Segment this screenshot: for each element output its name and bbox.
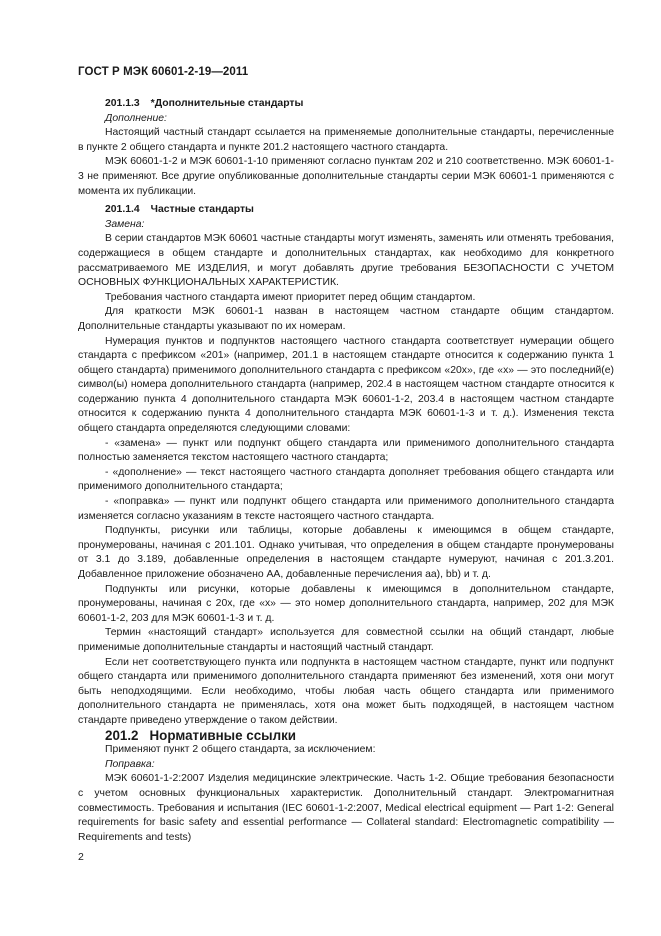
paragraph: Применяют пункт 2 общего стандарта, за исключением: bbox=[105, 744, 376, 756]
section-title: Нормативные ссылки bbox=[149, 727, 297, 743]
section-heading-201-1-4 bbox=[78, 203, 614, 218]
paragraph: Настоящий частный стандарт ссылается на применяемые дополнительные стандарты, перечисленные в пункте 2 общего стандарта и пункте 201.2 настоящего частного стандарта. bbox=[78, 127, 614, 153]
paragraph: Подпункты или рисунки, которые добавлены к имеющимся в дополнительном стандарте, пронумерованы, начиная с 20x, где «x» — это номер дополнительного стандарта, например, 202 для МЭК 60601-1-2, 203 для МЭК 60601-1-3 и т. д. bbox=[78, 583, 614, 624]
paragraph: Требования частного стандарта имеют приоритет перед общим стандартом. bbox=[105, 291, 476, 303]
paragraph: В серии стандартов МЭК 60601 частные стандарты могут изменять, заменять или отменять требования, содержащиеся в общем стандарте и дополнительных стандартах, как необходимо для конкретного рассматриваемого МЕ ИЗДЕЛИЯ, и могут добавлять другие требования БЕЗОПАСНОСТИ С УЧЕТОМ ОСНОВНЫХ ФУНКЦИОНАЛЬНЫХ ХАРАКТЕРИСТИК. bbox=[78, 233, 614, 289]
list-item: - «поправка» — пункт или подпункт общего стандарта или применимого дополнительного стандарта изменяется согласно указаниям в тексте настоящего частного стандарта. bbox=[78, 496, 614, 522]
paragraph: Подпункты, рисунки или таблицы, которые добавлены к имеющимся в общем стандарте, пронумерованы, начиная с 201.101. Однако учитывая, что определения в общем стандарте пронумерованы от 3.1 до 3.189, добавленные определения в настоящем стандарте нумеруют, начиная с 201.3.201. Добавленное приложение обозначено АА, добавленные перечисления аа), bb) и т. д. bbox=[78, 525, 614, 580]
section-title: *Дополнительные стандарты bbox=[150, 98, 304, 109]
paragraph: Если нет соответствующего пункта или подпункта в настоящем частном стандарте, пункт или подпункт общего стандарта или применимого дополнительного стандарта применяют без изменений, хотя они могут быть неподходящими. Если необходимо, чтобы любая часть общего стандарта или применимого дополнительного стандарта не применялась, хотя она может быть подходящей, в настоящем частном стандарте приведено утверждение о таком действии. bbox=[78, 656, 614, 726]
amendment-label: Дополнение: bbox=[105, 112, 167, 124]
document-body bbox=[78, 97, 614, 845]
section-heading-201-1-3 bbox=[78, 97, 614, 112]
reference-entry: МЭК 60601-1-2:2007 Изделия медицинские электрические. Часть 1-2. Общие требования безопасности с учетом основных функциональных характеристик. Дополнительный стандарт. Электромагнитная совместимость. Требования и испытания (IEC 60601-1-2:2007, Medical electrical equipment — Part 1-2: General requirements for basic safety and essential performance — Collateral standard: Electromagnetic compatibility — Requirements and tests) bbox=[78, 773, 614, 843]
amendment-label: Поправка: bbox=[105, 758, 155, 770]
section-heading-201-2 bbox=[78, 729, 614, 744]
section-number: 201.2 bbox=[105, 727, 139, 743]
paragraph: Нумерация пунктов и подпунктов настоящего частного стандарта соответствует нумерации общего стандарта с префиксом «201» (например, 201.1 в настоящем стандарте относится к содержанию пункта 1 общего стандарта) применимого дополнительного стандарта с префиксом «20x», где «x» — это последний(е) символ(ы) номера дополнительного стандарта (например, 202.4 в настоящем частном стандарте относится к содержанию пункта 4 дополнительного стандарта МЭК 60601-1-2, 203.4 в настоящем частном стандарте относится к содержанию пункта 4 дополнительного стандарта МЭК 60601-1-3 и т. д.). Изменения текста общего стандарта определяются следующими словами: bbox=[78, 335, 614, 435]
list-item: - «замена» — пункт или подпункт общего стандарта или применимого дополнительного стандарта полностью заменяется текстом настоящего частного стандарта; bbox=[78, 437, 614, 464]
paragraph: Термин «настоящий стандарт» используется для совместной ссылки на общий стандарт, любые применимые дополнительные стандарты и настоящий частный стандарт. bbox=[78, 627, 614, 653]
list-item: - «дополнение» — текст настоящего частного стандарта дополняет требования общего стандарта или применимого дополнительного стандарта; bbox=[78, 466, 614, 493]
amendment-label: Замена: bbox=[105, 218, 145, 230]
page-number: 2 bbox=[78, 851, 84, 863]
document-header: ГОСТ Р МЭК 60601-2-19—2011 bbox=[78, 66, 249, 78]
section-number: 201.1.4 bbox=[105, 204, 140, 216]
section-number: 201.1.3 bbox=[105, 98, 140, 109]
section-title: Частные стандарты bbox=[150, 204, 254, 216]
paragraph: МЭК 60601-1-2 и МЭК 60601-1-10 применяют согласно пунктам 202 и 210 соответственно. МЭК 60601-1-3 не применяют. Все другие опубликованные дополнительные стандарты серии МЭК 60601-1 применяются с момента их публикации. bbox=[78, 156, 614, 197]
paragraph: Для краткости МЭК 60601-1 назван в настоящем частном стандарте общим стандартом. Дополнительные стандарты указывают по их номерам. bbox=[78, 306, 614, 332]
